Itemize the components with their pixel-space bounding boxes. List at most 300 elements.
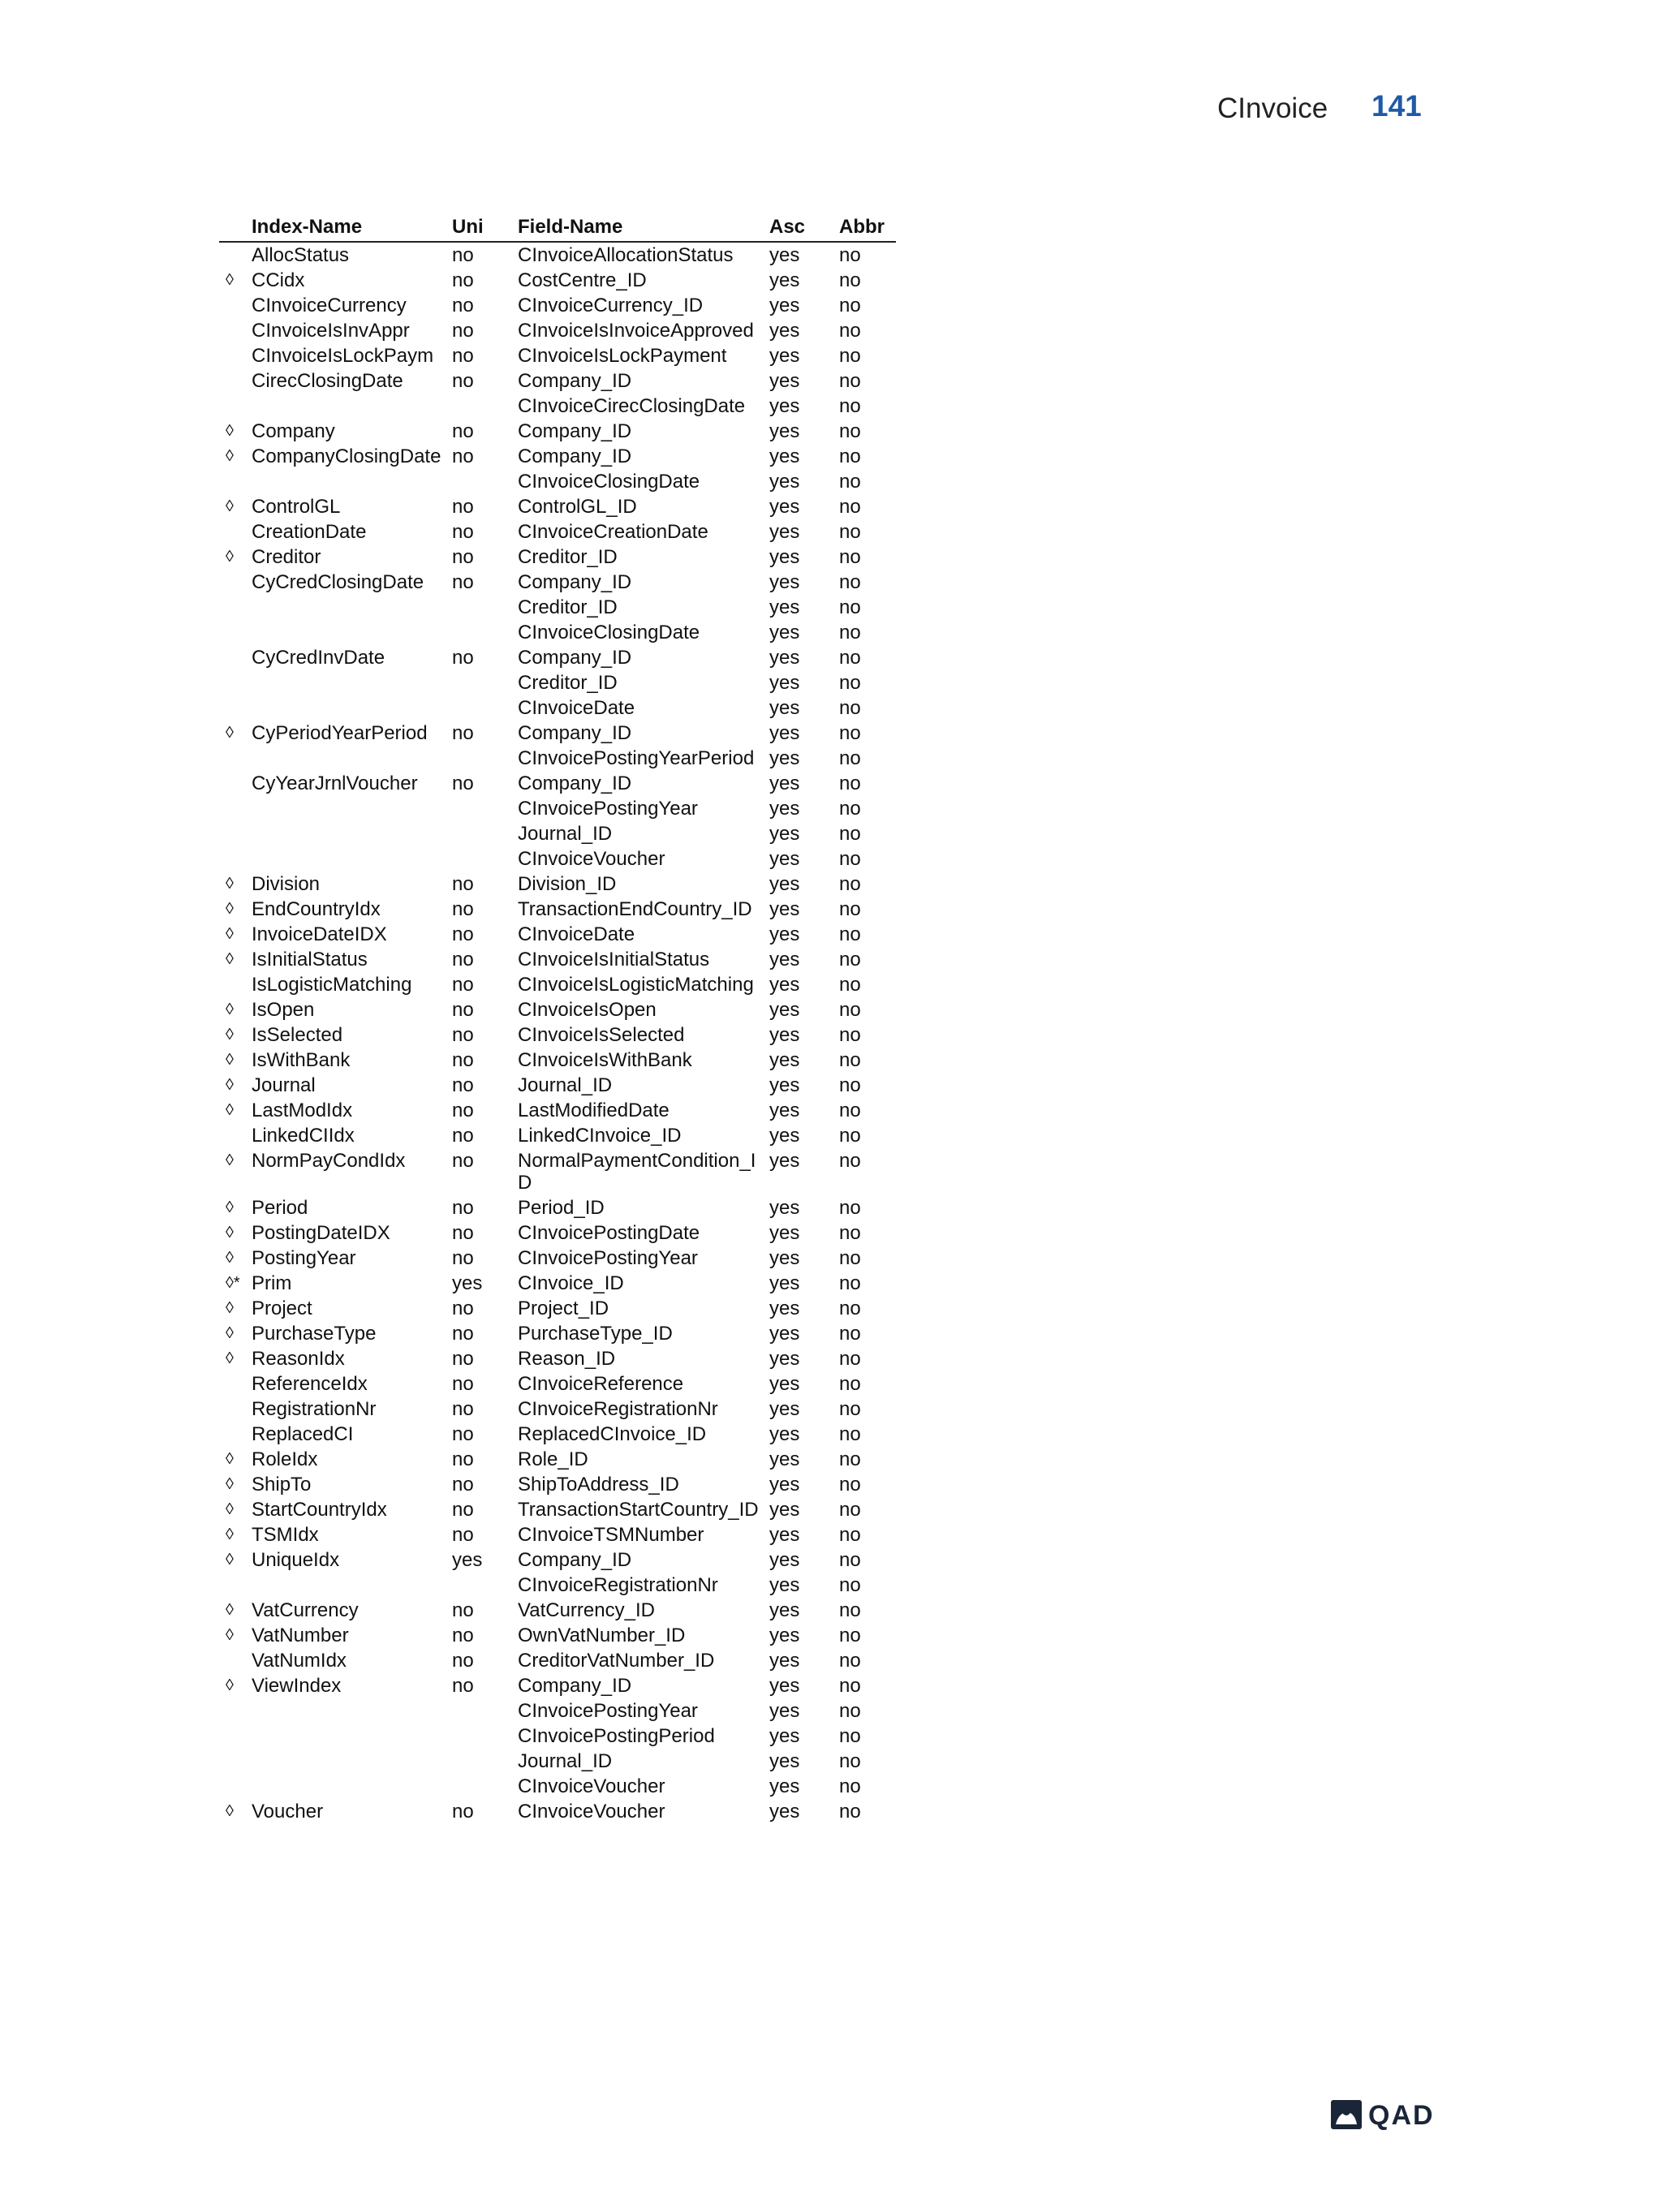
- field-name-cell: CInvoiceDate: [518, 923, 635, 945]
- field-name-cell: CInvoiceIsOpen: [518, 999, 657, 1021]
- ascending-cell: yes: [769, 546, 800, 568]
- field-name-cell: LastModifiedDate: [518, 1100, 670, 1121]
- field-name-cell: CInvoiceReference: [518, 1373, 684, 1395]
- table-row: [219, 1048, 896, 1073]
- qad-logo: [1331, 2100, 1453, 2132]
- qad-logo-text: QAD: [1368, 2100, 1435, 2131]
- field-name-cell: CInvoiceRegistrationNr: [518, 1398, 718, 1420]
- field-name-cell: CInvoice_ID: [518, 1272, 624, 1294]
- ascending-cell: yes: [769, 1599, 800, 1621]
- field-name-cell: Company_ID: [518, 571, 632, 593]
- field-name-cell: Reason_ID: [518, 1348, 616, 1370]
- ascending-cell: yes: [769, 1150, 800, 1172]
- index-name-cell: [252, 695, 452, 721]
- table-row: [219, 997, 896, 1022]
- index-name-cell: Division: [252, 873, 321, 895]
- table-row: [219, 670, 896, 695]
- unique-cell: no: [452, 1499, 474, 1521]
- field-name-cell: Creditor_ID: [518, 546, 618, 568]
- index-name-cell: CirecClosingDate: [252, 370, 403, 392]
- unique-cell: no: [452, 521, 474, 543]
- field-name-cell: CInvoiceVoucher: [518, 1775, 665, 1797]
- ascending-cell: yes: [769, 798, 800, 820]
- abbreviated-cell: no: [839, 1247, 861, 1269]
- unique-cell: no: [452, 1373, 474, 1395]
- ascending-cell: yes: [769, 1049, 800, 1071]
- table-row: [219, 1573, 896, 1598]
- index-name-cell: ShipTo: [252, 1474, 312, 1495]
- ascending-cell: yes: [769, 1423, 800, 1445]
- ascending-cell: yes: [769, 898, 800, 920]
- index-name-cell: CyYearJrnlVoucher: [252, 772, 418, 794]
- field-name-cell: Company_ID: [518, 445, 632, 467]
- index-name-cell: IsInitialStatus: [252, 949, 368, 970]
- row-symbol: [219, 343, 252, 368]
- table-row: [219, 746, 896, 771]
- header-abbr: Abbr: [839, 216, 885, 238]
- row-symbol: ◊: [226, 1526, 234, 1543]
- ascending-cell: yes: [769, 1398, 800, 1420]
- index-name-cell: VatNumIdx: [252, 1650, 347, 1672]
- index-name-cell: NormPayCondIdx: [252, 1150, 406, 1172]
- unique-cell: [452, 846, 518, 871]
- field-name-cell: CInvoicePostingPeriod: [518, 1725, 715, 1747]
- field-name-cell: CInvoiceIsInitialStatus: [518, 949, 710, 970]
- abbreviated-cell: no: [839, 622, 861, 643]
- ascending-cell: yes: [769, 571, 800, 593]
- ascending-cell: yes: [769, 1247, 800, 1269]
- index-name-cell: CCidx: [252, 269, 305, 291]
- row-symbol: [219, 394, 252, 419]
- abbreviated-cell: no: [839, 1024, 861, 1046]
- field-name-cell: CInvoicePostingYearPeriod: [518, 747, 755, 769]
- row-symbol: [219, 1573, 252, 1598]
- field-name-cell: CInvoiceTSMNumber: [518, 1524, 704, 1546]
- index-name-cell: CInvoiceIsInvAppr: [252, 320, 410, 342]
- table-row: [219, 897, 896, 922]
- row-symbol: ◊: [226, 1475, 234, 1493]
- index-name-cell: ControlGL: [252, 496, 341, 518]
- row-symbol: ◊: [226, 271, 234, 289]
- ascending-cell: yes: [769, 1625, 800, 1646]
- table-row: [219, 1698, 896, 1724]
- abbreviated-cell: no: [839, 1549, 861, 1571]
- unique-cell: no: [452, 974, 474, 996]
- unique-cell: yes: [452, 1549, 483, 1571]
- index-name-cell: [252, 1573, 452, 1598]
- ascending-cell: yes: [769, 295, 800, 316]
- field-name-cell: CInvoiceClosingDate: [518, 622, 700, 643]
- index-name-cell: IsWithBank: [252, 1049, 351, 1071]
- index-name-cell: Prim: [252, 1272, 292, 1294]
- abbreviated-cell: no: [839, 1448, 861, 1470]
- table-row: [219, 1220, 896, 1246]
- row-symbol: [219, 1422, 252, 1447]
- index-name-cell: ReferenceIdx: [252, 1373, 368, 1395]
- field-name-cell: LinkedCInvoice_ID: [518, 1125, 682, 1147]
- index-name-cell: InvoiceDateIDX: [252, 923, 387, 945]
- unique-cell: no: [452, 1398, 474, 1420]
- table-row: [219, 318, 896, 343]
- abbreviated-cell: no: [839, 1675, 861, 1697]
- table-row: [219, 1022, 896, 1048]
- unique-cell: no: [452, 1524, 474, 1546]
- unique-cell: [452, 746, 518, 771]
- unique-cell: no: [452, 1323, 474, 1345]
- unique-cell: [452, 821, 518, 846]
- table-row: [219, 419, 896, 444]
- row-symbol: [219, 972, 252, 997]
- abbreviated-cell: no: [839, 1373, 861, 1395]
- abbreviated-cell: no: [839, 848, 861, 870]
- unique-cell: no: [452, 1222, 474, 1244]
- row-symbol: [219, 746, 252, 771]
- field-name-cell: Company_ID: [518, 370, 632, 392]
- row-symbol: [219, 846, 252, 871]
- index-name-cell: UniqueIdx: [252, 1549, 340, 1571]
- unique-cell: no: [452, 1247, 474, 1269]
- table-row: [219, 1246, 896, 1271]
- row-symbol: [219, 368, 252, 394]
- unique-cell: no: [452, 898, 474, 920]
- row-symbol: ◊: [226, 900, 234, 918]
- abbreviated-cell: no: [839, 722, 861, 744]
- field-name-cell: Creditor_ID: [518, 596, 618, 618]
- index-name-cell: AllocStatus: [252, 244, 350, 266]
- table-row: [219, 268, 896, 293]
- unique-cell: no: [452, 949, 474, 970]
- index-name-cell: IsLogisticMatching: [252, 974, 412, 996]
- unique-cell: yes: [452, 1272, 483, 1294]
- ascending-cell: yes: [769, 1348, 800, 1370]
- unique-cell: no: [452, 1348, 474, 1370]
- unique-cell: no: [452, 1125, 474, 1147]
- row-symbol: ◊: [226, 1249, 234, 1267]
- unique-cell: no: [452, 496, 474, 518]
- index-name-cell: CInvoiceCurrency: [252, 295, 407, 316]
- table-row: [219, 242, 896, 268]
- ascending-cell: yes: [769, 471, 800, 493]
- row-symbol: [219, 293, 252, 318]
- unique-cell: no: [452, 345, 474, 367]
- table-row: [219, 368, 896, 394]
- ascending-cell: yes: [769, 521, 800, 543]
- abbreviated-cell: no: [839, 647, 861, 669]
- field-name-cell: Company_ID: [518, 722, 632, 744]
- field-name-cell: CInvoiceIsInvoiceApproved: [518, 320, 754, 342]
- field-name-cell: Creditor_ID: [518, 672, 618, 694]
- unique-cell: no: [452, 647, 474, 669]
- table-row: [219, 570, 896, 595]
- abbreviated-cell: no: [839, 571, 861, 593]
- row-symbol: [219, 695, 252, 721]
- ascending-cell: yes: [769, 320, 800, 342]
- row-symbol: ◊: [226, 1324, 234, 1342]
- ascending-cell: yes: [769, 622, 800, 643]
- unique-cell: no: [452, 1801, 474, 1823]
- index-name-cell: RegistrationNr: [252, 1398, 377, 1420]
- unique-cell: no: [452, 923, 474, 945]
- index-name-cell: [252, 595, 452, 620]
- field-name-cell: CInvoiceVoucher: [518, 848, 665, 870]
- abbreviated-cell: no: [839, 1650, 861, 1672]
- row-symbol: ◊: [226, 875, 234, 893]
- ascending-cell: yes: [769, 1298, 800, 1319]
- table-row: [219, 1522, 896, 1547]
- header-symbol: [219, 214, 252, 242]
- unique-cell: [452, 595, 518, 620]
- table-row: [219, 1098, 896, 1123]
- ascending-cell: yes: [769, 1750, 800, 1772]
- row-symbol: [219, 645, 252, 670]
- row-symbol: ◊: [226, 1551, 234, 1569]
- ascending-cell: yes: [769, 269, 800, 291]
- abbreviated-cell: no: [839, 823, 861, 845]
- unique-cell: no: [452, 1100, 474, 1121]
- ascending-cell: yes: [769, 345, 800, 367]
- table-row: [219, 1673, 896, 1698]
- unique-cell: no: [452, 1675, 474, 1697]
- index-name-cell: Journal: [252, 1074, 316, 1096]
- table-row: [219, 1296, 896, 1321]
- row-symbol: ◊: [226, 1224, 234, 1242]
- table-row: [219, 1148, 896, 1195]
- table-header: [219, 214, 896, 242]
- unique-cell: [452, 695, 518, 721]
- index-name-cell: TSMIdx: [252, 1524, 319, 1546]
- index-name-cell: LinkedCIIdx: [252, 1125, 355, 1147]
- abbreviated-cell: no: [839, 1074, 861, 1096]
- row-symbol: ◊: [226, 1299, 234, 1317]
- index-name-cell: EndCountryIdx: [252, 898, 381, 920]
- ascending-cell: yes: [769, 772, 800, 794]
- row-symbol: ◊: [226, 925, 234, 943]
- abbreviated-cell: no: [839, 320, 861, 342]
- ascending-cell: yes: [769, 823, 800, 845]
- index-name-cell: Voucher: [252, 1801, 324, 1823]
- table-row: [219, 1598, 896, 1623]
- index-name-cell: CompanyClosingDate: [252, 445, 441, 467]
- field-name-cell: Company_ID: [518, 1675, 632, 1697]
- field-name-cell: ControlGL_ID: [518, 496, 637, 518]
- ascending-cell: yes: [769, 672, 800, 694]
- row-symbol: ◊: [226, 1051, 234, 1069]
- unique-cell: [452, 620, 518, 645]
- index-name-cell: [252, 1724, 452, 1749]
- table-row: [219, 595, 896, 620]
- ascending-cell: yes: [769, 697, 800, 719]
- ascending-cell: yes: [769, 1222, 800, 1244]
- abbreviated-cell: no: [839, 1125, 861, 1147]
- ascending-cell: yes: [769, 1675, 800, 1697]
- row-symbol: [219, 670, 252, 695]
- unique-cell: no: [452, 370, 474, 392]
- index-name-cell: RoleIdx: [252, 1448, 318, 1470]
- row-symbol: ◊: [226, 548, 234, 566]
- abbreviated-cell: no: [839, 747, 861, 769]
- ascending-cell: yes: [769, 1323, 800, 1345]
- index-name-cell: [252, 746, 452, 771]
- ascending-cell: yes: [769, 1524, 800, 1546]
- index-name-cell: Creditor: [252, 546, 321, 568]
- abbreviated-cell: no: [839, 974, 861, 996]
- header-asc: Asc: [769, 216, 806, 238]
- index-name-cell: [252, 620, 452, 645]
- header-field-name: Field-Name: [518, 216, 623, 238]
- index-table-container: [219, 214, 897, 1824]
- table-row: [219, 1073, 896, 1098]
- row-symbol: ◊: [226, 1450, 234, 1468]
- field-name-cell: Company_ID: [518, 1549, 632, 1571]
- abbreviated-cell: no: [839, 345, 861, 367]
- row-symbol: [219, 469, 252, 494]
- table-row: [219, 1472, 896, 1497]
- abbreviated-cell: no: [839, 521, 861, 543]
- row-symbol: [219, 519, 252, 544]
- unique-cell: [452, 1724, 518, 1749]
- table-row: [219, 394, 896, 419]
- unique-cell: no: [452, 1049, 474, 1071]
- index-name-cell: [252, 670, 452, 695]
- index-name-cell: [252, 821, 452, 846]
- abbreviated-cell: no: [839, 1398, 861, 1420]
- unique-cell: no: [452, 873, 474, 895]
- index-name-cell: ReplacedCI: [252, 1423, 354, 1445]
- abbreviated-cell: no: [839, 395, 861, 417]
- table-row: [219, 494, 896, 519]
- abbreviated-cell: no: [839, 1150, 861, 1172]
- table-row: [219, 871, 896, 897]
- row-symbol: ◊: [226, 1151, 234, 1169]
- index-name-cell: ViewIndex: [252, 1675, 342, 1697]
- abbreviated-cell: no: [839, 546, 861, 568]
- row-symbol: ◊: [226, 1349, 234, 1367]
- abbreviated-cell: no: [839, 898, 861, 920]
- field-name-cell: PurchaseType_ID: [518, 1323, 673, 1345]
- field-name-cell: CInvoiceRegistrationNr: [518, 1574, 718, 1596]
- unique-cell: [452, 1749, 518, 1774]
- ascending-cell: yes: [769, 420, 800, 442]
- unique-cell: no: [452, 1150, 474, 1172]
- index-name-cell: ReasonIdx: [252, 1348, 345, 1370]
- abbreviated-cell: no: [839, 1700, 861, 1722]
- unique-cell: no: [452, 269, 474, 291]
- abbreviated-cell: no: [839, 1348, 861, 1370]
- row-symbol: [219, 242, 252, 268]
- row-symbol: ◊*: [226, 1274, 240, 1292]
- field-name-cell: CInvoiceClosingDate: [518, 471, 700, 493]
- ascending-cell: yes: [769, 1448, 800, 1470]
- index-name-cell: StartCountryIdx: [252, 1499, 387, 1521]
- abbreviated-cell: no: [839, 772, 861, 794]
- table-row: [219, 645, 896, 670]
- abbreviated-cell: no: [839, 1499, 861, 1521]
- field-name-cell: Company_ID: [518, 772, 632, 794]
- field-name-cell: NormalPaymentCondition_ID: [518, 1150, 756, 1194]
- table-row: [219, 1396, 896, 1422]
- field-name-cell: CInvoiceIsLogisticMatching: [518, 974, 754, 996]
- index-name-cell: IsSelected: [252, 1024, 343, 1046]
- field-name-cell: Period_ID: [518, 1197, 605, 1219]
- ascending-cell: yes: [769, 999, 800, 1021]
- index-name-cell: [252, 469, 452, 494]
- abbreviated-cell: no: [839, 1574, 861, 1596]
- unique-cell: no: [452, 722, 474, 744]
- abbreviated-cell: no: [839, 471, 861, 493]
- abbreviated-cell: no: [839, 1775, 861, 1797]
- unique-cell: no: [452, 295, 474, 316]
- abbreviated-cell: no: [839, 873, 861, 895]
- index-name-cell: CyPeriodYearPeriod: [252, 722, 428, 744]
- unique-cell: [452, 469, 518, 494]
- unique-cell: no: [452, 1650, 474, 1672]
- table-row: [219, 469, 896, 494]
- abbreviated-cell: no: [839, 1625, 861, 1646]
- field-name-cell: Role_ID: [518, 1448, 588, 1470]
- table-row: [219, 293, 896, 318]
- index-table: [219, 214, 896, 1824]
- index-name-cell: CyCredInvDate: [252, 647, 385, 669]
- table-row: [219, 1371, 896, 1396]
- table-row: [219, 444, 896, 469]
- abbreviated-cell: no: [839, 1801, 861, 1823]
- abbreviated-cell: no: [839, 445, 861, 467]
- row-symbol: ◊: [226, 497, 234, 515]
- ascending-cell: yes: [769, 1499, 800, 1521]
- abbreviated-cell: no: [839, 1197, 861, 1219]
- ascending-cell: yes: [769, 1650, 800, 1672]
- table-row: [219, 343, 896, 368]
- field-name-cell: TransactionEndCountry_ID: [518, 898, 752, 920]
- field-name-cell: CInvoicePostingDate: [518, 1222, 700, 1244]
- unique-cell: [452, 796, 518, 821]
- ascending-cell: yes: [769, 1775, 800, 1797]
- table-row: [219, 1623, 896, 1648]
- abbreviated-cell: no: [839, 999, 861, 1021]
- table-row: [219, 771, 896, 796]
- ascending-cell: yes: [769, 370, 800, 392]
- ascending-cell: yes: [769, 974, 800, 996]
- ascending-cell: yes: [769, 1373, 800, 1395]
- index-name-cell: PostingDateIDX: [252, 1222, 390, 1244]
- field-name-cell: Company_ID: [518, 647, 632, 669]
- ascending-cell: yes: [769, 1272, 800, 1294]
- field-name-cell: VatCurrency_ID: [518, 1599, 655, 1621]
- field-name-cell: CInvoiceVoucher: [518, 1801, 665, 1823]
- unique-cell: no: [452, 1423, 474, 1445]
- unique-cell: [452, 1698, 518, 1724]
- field-name-cell: CInvoicePostingYear: [518, 1700, 698, 1722]
- table-row: [219, 1648, 896, 1673]
- abbreviated-cell: no: [839, 1725, 861, 1747]
- field-name-cell: ShipToAddress_ID: [518, 1474, 679, 1495]
- ascending-cell: yes: [769, 647, 800, 669]
- ascending-cell: yes: [769, 1725, 800, 1747]
- row-symbol: [219, 1774, 252, 1799]
- abbreviated-cell: no: [839, 1272, 861, 1294]
- abbreviated-cell: no: [839, 798, 861, 820]
- field-name-cell: CInvoiceAllocationStatus: [518, 244, 734, 266]
- table-row: [219, 1799, 896, 1824]
- ascending-cell: yes: [769, 949, 800, 970]
- row-symbol: [219, 620, 252, 645]
- table-row: [219, 1497, 896, 1522]
- field-name-cell: OwnVatNumber_ID: [518, 1625, 686, 1646]
- index-name-cell: LastModIdx: [252, 1100, 353, 1121]
- abbreviated-cell: no: [839, 1423, 861, 1445]
- table-body: [219, 242, 896, 1824]
- abbreviated-cell: no: [839, 244, 861, 266]
